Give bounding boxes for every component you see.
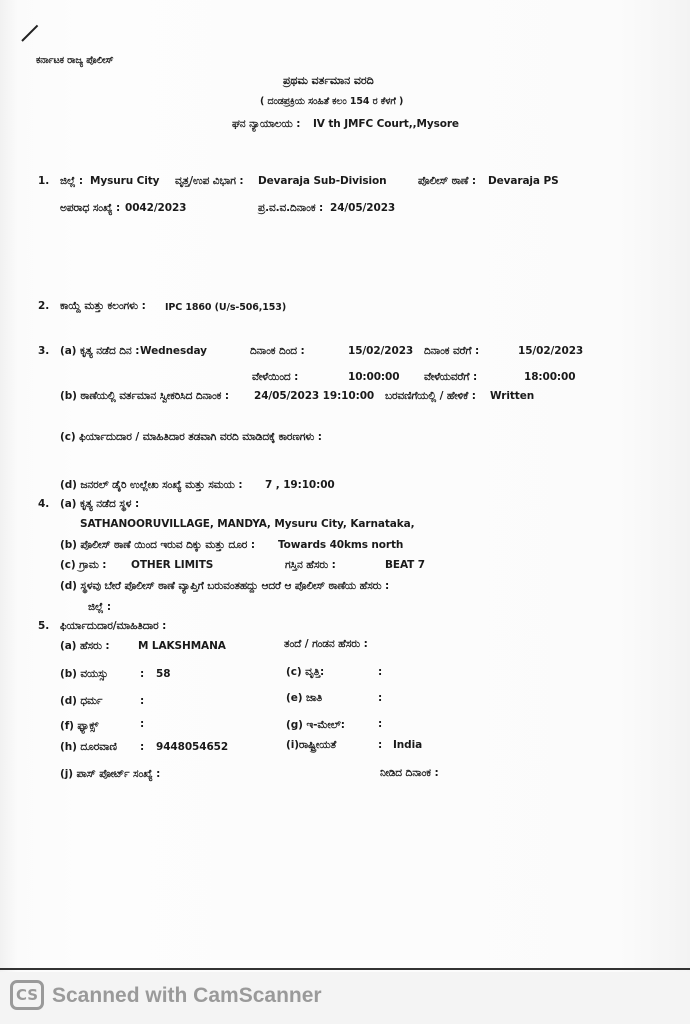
beat-label: ಗಸ್ತಿನ ಹೆಸರು : <box>285 559 336 571</box>
section-1-number: 1. <box>38 175 50 187</box>
age-value: 58 <box>156 668 171 680</box>
complainant-title: ಫಿರ್ಯಾದುದಾರ/ಮಾಹಿತಿದಾರ : <box>60 620 167 632</box>
direction-value: Towards 40kms north <box>278 539 404 551</box>
phone-colon: : <box>140 741 145 753</box>
court-value: IV th JMFC Court,,Mysore <box>313 118 459 130</box>
document-subtitle: ( ದಂಡಪ್ರಕ್ರಿಯ ಸಂಹಿತೆ ಕಲಂ 154 ರ ಕೆಳಗೆ ) <box>260 96 404 107</box>
page-bottom-edge <box>0 968 690 970</box>
gd-reference-label: (d) ಜನರಲ್ ಡೈರಿ ಉಲ್ಲೇಖ ಸಂಖ್ಯೆ ಮತ್ತು ಸಮಯ : <box>60 479 243 491</box>
occupation-colon: : <box>378 666 383 678</box>
delay-reason-label: (c) ಫಿರ್ಯಾದುದಾರ / ಮಾಹಿತಿದಾರ ತಡವಾಗಿ ವರದಿ ಮಾಡಿದಕ್ಕೆ ಕಾರಣಗಳು : <box>60 431 322 443</box>
date-from-value: 15/02/2023 <box>348 345 414 357</box>
station-value: Devaraja PS <box>488 175 559 187</box>
occupation-label: (c) ವೃತ್ತಿ: <box>286 666 325 678</box>
passport-issue-date-label: ನೀಡಿದ ದಿನಾಂಕ : <box>380 767 439 779</box>
nationality-colon: : <box>378 739 383 751</box>
place-value: SATHANOORUVILLAGE, MANDYA, Mysuru City, Karnataka, <box>80 518 415 530</box>
caste-label: (e) ಜಾತಿ <box>286 692 323 704</box>
section-3-number: 3. <box>38 345 50 357</box>
section-5-number: 5. <box>38 620 50 632</box>
religion-colon: : <box>140 695 145 707</box>
fir-date-value: 24/05/2023 <box>330 202 396 214</box>
section-4-number: 4. <box>38 498 50 510</box>
date-from-label: ದಿನಾಂಕ ದಿಂದ : <box>250 345 305 357</box>
fax-label: (f) ಫ್ಯಾಕ್ಸ್ <box>60 720 99 732</box>
email-label: (g) ಇ-ಮೇಲ್: <box>286 719 345 731</box>
written-oral-label: ಬರವಣಿಗೆಯಲ್ಲಿ / ಹೇಳಿಕೆ : <box>385 390 476 402</box>
pen-mark <box>21 25 38 42</box>
offence-day-value: Wednesday <box>140 345 207 357</box>
time-from-label: ವೇಳೆಯಿಂದ : <box>252 371 299 383</box>
phone-value: 9448054652 <box>156 741 229 753</box>
offence-day-label: (a) ಕೃತ್ಯ ನಡೆದ ದಿನ : <box>60 345 140 357</box>
nationality-label: (i)ರಾಷ್ಟ್ರೀಯತೆ <box>286 739 337 751</box>
fir-date-label: ಪ್ರ.ವ.ವ.ದಿನಾಂಕ : <box>258 202 324 214</box>
time-to-label: ವೇಳೆಯವರೆಗೆ : <box>424 371 478 383</box>
section-2-number: 2. <box>38 300 50 312</box>
caste-colon: : <box>378 692 383 704</box>
fax-colon: : <box>140 718 145 730</box>
age-colon: : <box>140 668 145 680</box>
gd-reference-value: 7 , 19:10:00 <box>265 479 335 491</box>
crime-number-label: ಅಪರಾಧ ಸಂಖ್ಯೆ : <box>60 202 121 214</box>
village-value: OTHER LIMITS <box>131 559 214 571</box>
age-label: (b) ವಯಸ್ಸು <box>60 668 108 680</box>
camscanner-watermark-text: Scanned with CamScanner <box>52 984 322 1007</box>
station-label: ಪೊಲೀಸ್ ಠಾಣೆ : <box>418 175 477 187</box>
name-value: M LAKSHMANA <box>138 640 226 652</box>
district-label: ಜಿಲ್ಲೆ : <box>60 175 83 187</box>
court-label: ಘನ ನ್ಯಾಯಾಲಯ : <box>232 118 301 130</box>
religion-label: (d) ಧರ್ಮ <box>60 695 103 707</box>
place-label: (a) ಕೃತ್ಯ ನಡೆದ ಸ್ಥಳ : <box>60 498 140 510</box>
division-value: Devaraja Sub-Division <box>258 175 387 187</box>
department-name: ಕರ್ನಾಟಕ ರಾಜ್ಯ ಪೊಲೀಸ್ <box>36 55 114 66</box>
info-received-label: (b) ಠಾಣೆಯಲ್ಲಿ ವರ್ತಮಾನ ಸ್ವೀಕರಿಸಿದ ದಿನಾಂಕ : <box>60 390 229 402</box>
passport-label: (j) ಪಾಸ್ ಪೋರ್ಟ್ ಸಂಖ್ಯೆ : <box>60 768 161 780</box>
date-to-value: 15/02/2023 <box>518 345 584 357</box>
document-title: ಪ್ರಥಮ ವರ್ತಮಾನ ವರದಿ <box>283 74 374 87</box>
district-value: Mysuru City <box>90 175 160 187</box>
info-received-value: 24/05/2023 19:10:00 <box>254 390 375 402</box>
acts-label: ಕಾಯ್ದೆ ಮತ್ತು ಕಲಂಗಳು : <box>60 300 146 312</box>
division-label: ವೃತ್ತ/ಉಪ ವಿಭಾಗ : <box>175 175 244 187</box>
other-station-label: (d) ಸ್ಥಳವು ಬೇರೆ ಪೊಲೀಸ್ ಠಾಣೆ ವ್ಯಾಪ್ತಿಗೆ ಬರುವಂತಹದ್ದು ಆದರೆ ಆ ಪೊಲೀಸ್ ಠಾಣೆಯ ಹೆಸರು : <box>60 580 390 592</box>
email-colon: : <box>378 718 383 730</box>
name-label: (a) ಹೆಸರು : <box>60 640 110 652</box>
village-label: (c) ಗ್ರಾಮ : <box>60 559 107 571</box>
beat-value: BEAT 7 <box>385 559 426 571</box>
father-name-label: ತಂದೆ / ಗಂಡನ ಹೆಸರು : <box>284 638 368 650</box>
phone-label: (h) ದೂರವಾಣಿ <box>60 741 117 753</box>
acts-value: IPC 1860 (U/s-506,153) <box>165 302 287 313</box>
date-to-label: ದಿನಾಂಕ ವರೆಗೆ : <box>424 345 480 357</box>
other-district-label: ಜಿಲ್ಲೆ : <box>88 601 111 613</box>
camscanner-logo-icon: CS <box>10 980 44 1010</box>
time-to-value: 18:00:00 <box>524 371 576 383</box>
written-oral-value: Written <box>490 390 535 402</box>
nationality-value: India <box>393 739 423 751</box>
time-from-value: 10:00:00 <box>348 371 400 383</box>
crime-number-value: 0042/2023 <box>125 202 187 214</box>
direction-label: (b) ಪೊಲೀಸ್ ಠಾಣೆ ಯಿಂದ ಇರುವ ದಿಕ್ಕು ಮತ್ತು ದೂರ : <box>60 539 255 551</box>
